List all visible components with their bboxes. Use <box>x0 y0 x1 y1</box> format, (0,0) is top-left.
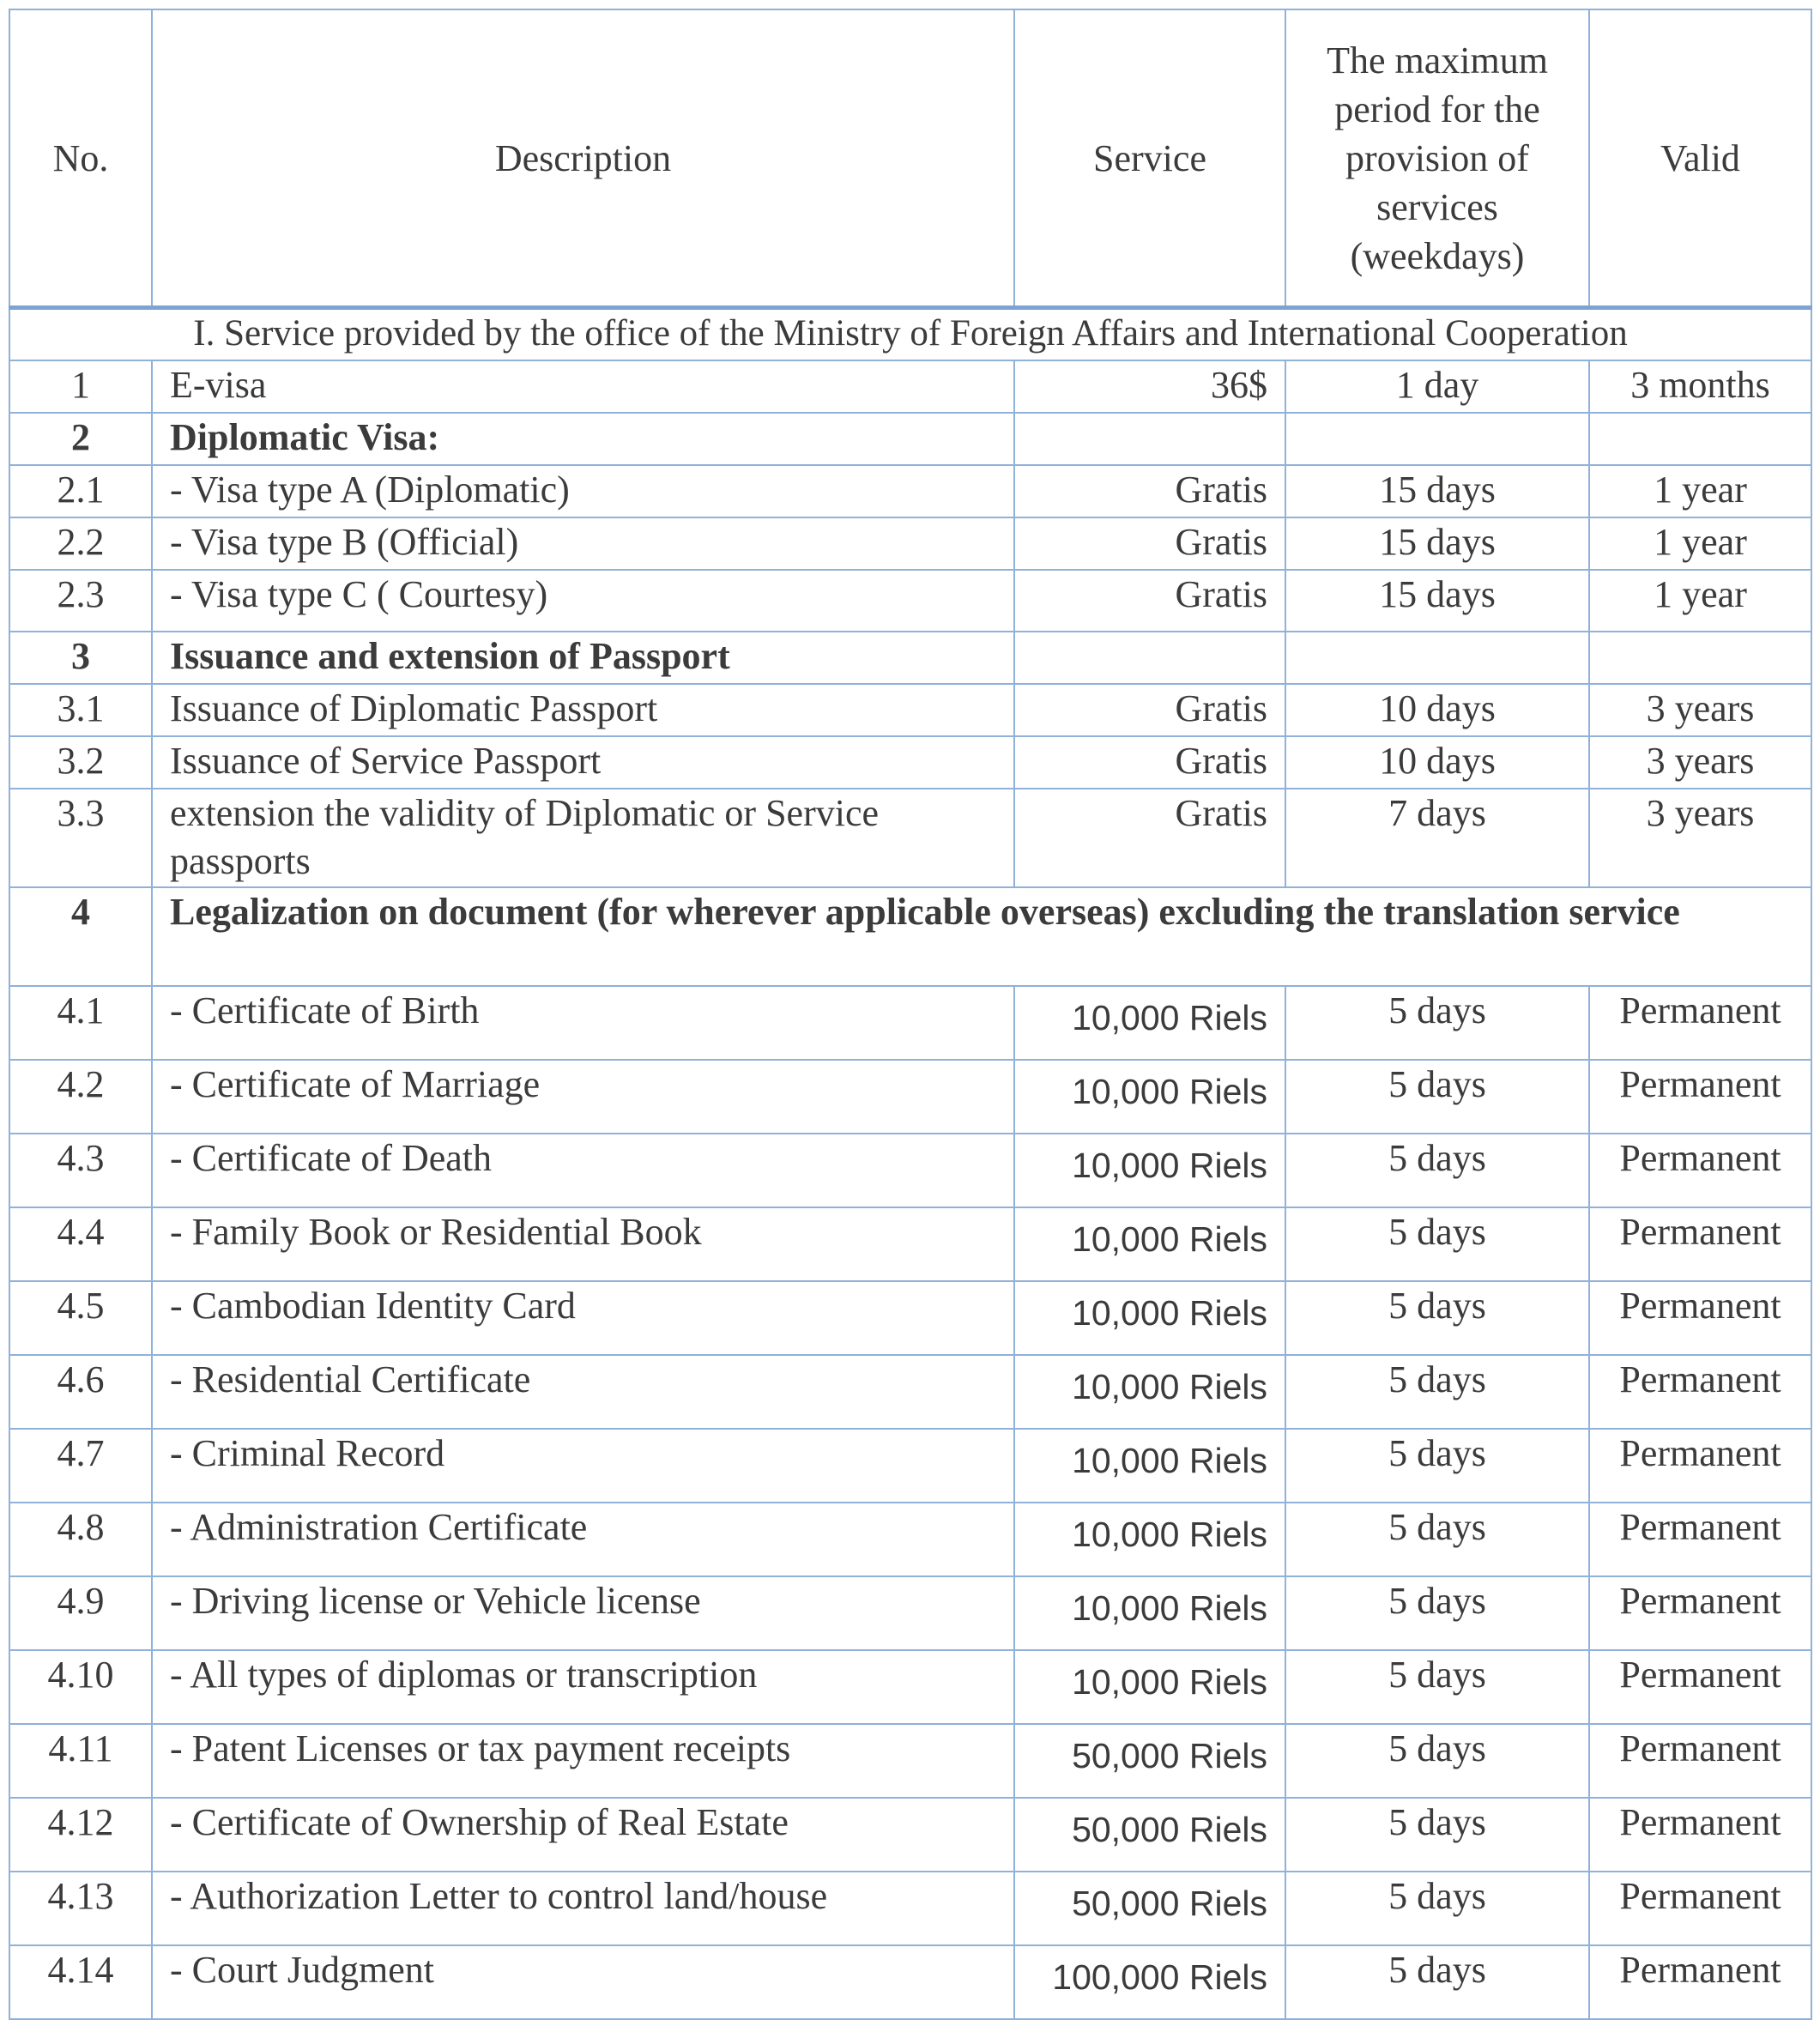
table-row <box>9 1060 1811 1134</box>
row-service-fee-text: 50,000 Riels <box>1072 1810 1267 1849</box>
row-service-fee: Gratis <box>1014 736 1285 789</box>
table-row <box>9 1207 1811 1281</box>
row-description: - All types of diplomas or transcription <box>152 1650 1014 1724</box>
row-number: 3.1 <box>9 684 152 736</box>
row-description: - Administration Certificate <box>152 1503 1014 1576</box>
row-service-fee: 36$ <box>1014 360 1285 413</box>
row-description: - Visa type A (Diplomatic) <box>152 465 1014 517</box>
row-service-fee <box>1014 1503 1285 1576</box>
row-service-fee <box>1014 413 1285 465</box>
row-validity: Permanent <box>1589 1060 1811 1134</box>
row-validity: Permanent <box>1589 1207 1811 1281</box>
table-row <box>9 413 1811 465</box>
row-period: 5 days <box>1285 1945 1589 2019</box>
row-service-fee-text: 10,000 Riels <box>1072 1662 1267 1702</box>
row-period: 7 days <box>1285 789 1589 887</box>
header-description: Description <box>152 9 1014 308</box>
row-service-fee-text: 10,000 Riels <box>1072 998 1267 1037</box>
row-description: Legalization on document (for wherever applicable overseas) excluding the translation service <box>152 887 1811 986</box>
row-service-fee-text: 50,000 Riels <box>1072 1736 1267 1775</box>
row-period: 5 days <box>1285 1503 1589 1576</box>
row-description: Diplomatic Visa: <box>152 413 1014 465</box>
row-service-fee: Gratis <box>1014 465 1285 517</box>
row-description: - Visa type C ( Courtesy) <box>152 570 1014 632</box>
row-validity: Permanent <box>1589 1429 1811 1503</box>
row-period: 5 days <box>1285 1872 1589 1945</box>
row-service-fee-text: 100,000 Riels <box>1052 1957 1267 1997</box>
row-description: - Authorization Letter to control land/house <box>152 1872 1014 1945</box>
row-period <box>1285 632 1589 684</box>
table-row <box>9 517 1811 570</box>
row-number: 4.3 <box>9 1134 152 1207</box>
row-number: 4.1 <box>9 986 152 1060</box>
row-service-fee <box>1014 1207 1285 1281</box>
row-service-fee <box>1014 1355 1285 1429</box>
row-period: 10 days <box>1285 684 1589 736</box>
table-row <box>9 570 1811 632</box>
services-fee-table <box>9 9 1812 2020</box>
row-validity: Permanent <box>1589 1798 1811 1872</box>
row-validity: 1 year <box>1589 517 1811 570</box>
row-number: 1 <box>9 360 152 413</box>
row-validity: Permanent <box>1589 1945 1811 2019</box>
row-number: 3 <box>9 632 152 684</box>
row-description: E-visa <box>152 360 1014 413</box>
row-period: 5 days <box>1285 1576 1589 1650</box>
table-row <box>9 1576 1811 1650</box>
row-number: 4.11 <box>9 1724 152 1798</box>
row-service-fee <box>1014 1060 1285 1134</box>
row-validity: 3 months <box>1589 360 1811 413</box>
row-period: 15 days <box>1285 570 1589 632</box>
table-row <box>9 1134 1811 1207</box>
row-service-fee-text: 10,000 Riels <box>1072 1367 1267 1406</box>
row-number: 2.1 <box>9 465 152 517</box>
row-number: 3.3 <box>9 789 152 887</box>
row-description: - Visa type B (Official) <box>152 517 1014 570</box>
row-period: 10 days <box>1285 736 1589 789</box>
header-no: No. <box>9 9 152 308</box>
row-number: 4.9 <box>9 1576 152 1650</box>
row-period: 5 days <box>1285 1281 1589 1355</box>
row-validity: Permanent <box>1589 1724 1811 1798</box>
row-period: 15 days <box>1285 517 1589 570</box>
row-description: - Certificate of Birth <box>152 986 1014 1060</box>
row-description: - Certificate of Death <box>152 1134 1014 1207</box>
table-row <box>9 1503 1811 1576</box>
row-service-fee: Gratis <box>1014 517 1285 570</box>
row-description: - Certificate of Ownership of Real Estate <box>152 1798 1014 1872</box>
row-validity <box>1589 413 1811 465</box>
row-number: 4.2 <box>9 1060 152 1134</box>
row-service-fee <box>1014 1724 1285 1798</box>
row-number: 3.2 <box>9 736 152 789</box>
row-validity <box>1589 632 1811 684</box>
row-period: 5 days <box>1285 1207 1589 1281</box>
row-period: 5 days <box>1285 1429 1589 1503</box>
row-service-fee <box>1014 1576 1285 1650</box>
row-service-fee <box>1014 1798 1285 1872</box>
row-description: Issuance of Diplomatic Passport <box>152 684 1014 736</box>
row-description: - Driving license or Vehicle license <box>152 1576 1014 1650</box>
row-period: 5 days <box>1285 1355 1589 1429</box>
row-number: 4.10 <box>9 1650 152 1724</box>
row-period: 5 days <box>1285 986 1589 1060</box>
row-description: extension the validity of Diplomatic or Service passports <box>152 789 1014 887</box>
row-description: - Criminal Record <box>152 1429 1014 1503</box>
row-validity: Permanent <box>1589 986 1811 1060</box>
row-validity: Permanent <box>1589 1650 1811 1724</box>
row-number: 2.2 <box>9 517 152 570</box>
row-service-fee <box>1014 1872 1285 1945</box>
table-body <box>9 308 1811 2020</box>
row-number: 2 <box>9 413 152 465</box>
row-number: 4.5 <box>9 1281 152 1355</box>
row-period <box>1285 413 1589 465</box>
row-number: 4.4 <box>9 1207 152 1281</box>
row-description: - Residential Certificate <box>152 1355 1014 1429</box>
row-validity: 3 years <box>1589 736 1811 789</box>
table-row <box>9 736 1811 789</box>
table-row <box>9 1355 1811 1429</box>
table-row <box>9 1650 1811 1724</box>
row-service-fee-text: 10,000 Riels <box>1072 1072 1267 1111</box>
row-number: 4.12 <box>9 1798 152 1872</box>
row-service-fee-text: 50,000 Riels <box>1072 1884 1267 1923</box>
row-validity: Permanent <box>1589 1503 1811 1576</box>
table-row <box>9 465 1811 517</box>
table-row <box>9 684 1811 736</box>
row-period: 5 days <box>1285 1798 1589 1872</box>
row-number: 4.8 <box>9 1503 152 1576</box>
row-service-fee <box>1014 1945 1285 2019</box>
row-number: 2.3 <box>9 570 152 632</box>
row-service-fee <box>1014 1650 1285 1724</box>
row-description: - Court Judgment <box>152 1945 1014 2019</box>
row-period: 15 days <box>1285 465 1589 517</box>
row-number: 4.14 <box>9 1945 152 2019</box>
header-service: Service <box>1014 9 1285 308</box>
row-period: 5 days <box>1285 1060 1589 1134</box>
row-service-fee <box>1014 986 1285 1060</box>
row-period: 5 days <box>1285 1650 1589 1724</box>
row-description: - Patent Licenses or tax payment receipts <box>152 1724 1014 1798</box>
row-service-fee: Gratis <box>1014 684 1285 736</box>
row-description: - Cambodian Identity Card <box>152 1281 1014 1355</box>
row-description: Issuance and extension of Passport <box>152 632 1014 684</box>
table-row <box>9 1724 1811 1798</box>
row-service-fee-text: 10,000 Riels <box>1072 1293 1267 1333</box>
table-row <box>9 986 1811 1060</box>
table-row <box>9 789 1811 887</box>
table-row <box>9 632 1811 684</box>
row-service-fee: Gratis <box>1014 789 1285 887</box>
row-validity: Permanent <box>1589 1134 1811 1207</box>
table-row <box>9 1281 1811 1355</box>
table-header-row <box>9 9 1811 308</box>
row-description: - Family Book or Residential Book <box>152 1207 1014 1281</box>
row-service-fee <box>1014 1281 1285 1355</box>
table-row <box>9 1872 1811 1945</box>
row-service-fee-text: 10,000 Riels <box>1072 1146 1267 1185</box>
row-service-fee-text: 10,000 Riels <box>1072 1588 1267 1628</box>
row-service-fee <box>1014 1429 1285 1503</box>
row-validity: 1 year <box>1589 570 1811 632</box>
table-row <box>9 1429 1811 1503</box>
row-period: 5 days <box>1285 1134 1589 1207</box>
header-period: The maximum period for the provision of services (weekdays) <box>1285 9 1589 308</box>
row-description: - Certificate of Marriage <box>152 1060 1014 1134</box>
row-validity: Permanent <box>1589 1576 1811 1650</box>
header-valid: Valid <box>1589 9 1811 308</box>
row-period: 5 days <box>1285 1724 1589 1798</box>
row-service-fee <box>1014 1134 1285 1207</box>
row-service-fee-text: 10,000 Riels <box>1072 1441 1267 1480</box>
row-validity: Permanent <box>1589 1872 1811 1945</box>
row-number: 4.7 <box>9 1429 152 1503</box>
row-validity: Permanent <box>1589 1355 1811 1429</box>
section-heading-row <box>9 308 1811 361</box>
row-validity: 1 year <box>1589 465 1811 517</box>
row-number: 4 <box>9 887 152 986</box>
section-heading: I. Service provided by the office of the Ministry of Foreign Affairs and International Cooperation <box>9 308 1811 361</box>
row-number: 4.6 <box>9 1355 152 1429</box>
table-row <box>9 887 1811 986</box>
row-service-fee-text: 10,000 Riels <box>1072 1515 1267 1554</box>
table-row <box>9 360 1811 413</box>
row-service-fee: Gratis <box>1014 570 1285 632</box>
row-description: Issuance of Service Passport <box>152 736 1014 789</box>
row-number: 4.13 <box>9 1872 152 1945</box>
table-row <box>9 1945 1811 2019</box>
row-validity: Permanent <box>1589 1281 1811 1355</box>
row-validity: 3 years <box>1589 684 1811 736</box>
row-service-fee-text: 10,000 Riels <box>1072 1219 1267 1259</box>
row-validity: 3 years <box>1589 789 1811 887</box>
table-row <box>9 1798 1811 1872</box>
row-service-fee <box>1014 632 1285 684</box>
row-period: 1 day <box>1285 360 1589 413</box>
